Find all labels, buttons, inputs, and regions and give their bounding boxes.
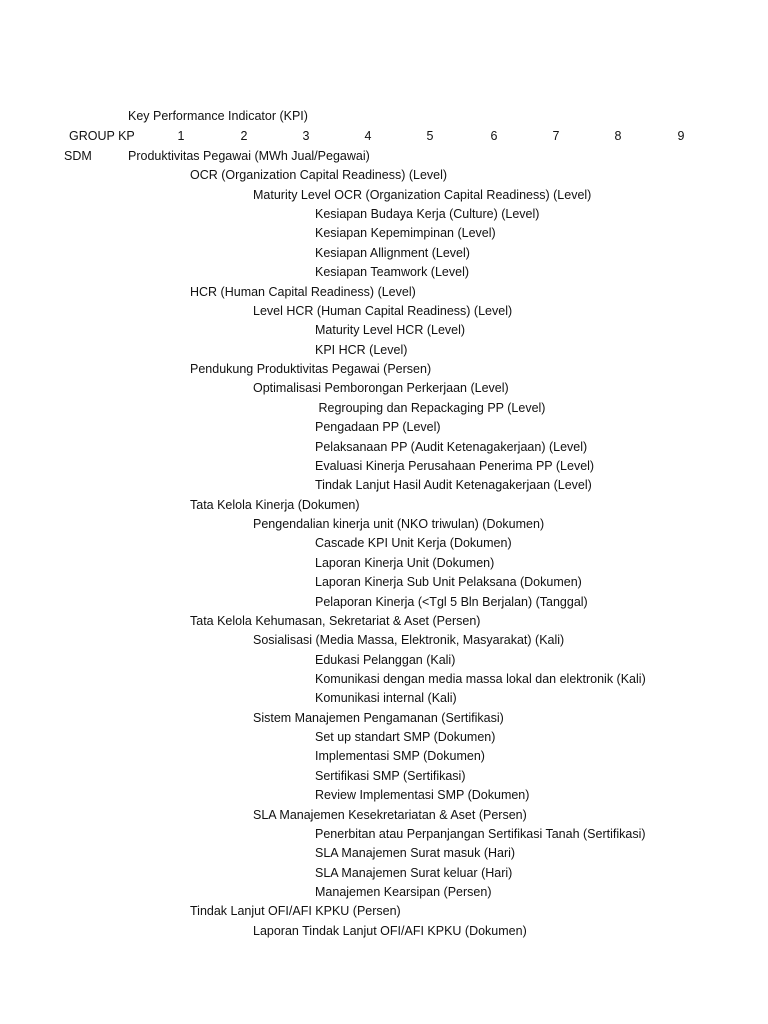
kpi-row-level-4: Pengadaan PP (Level) bbox=[315, 420, 441, 434]
level-header-7: 7 bbox=[552, 129, 560, 143]
group-column-header: GROUP KP bbox=[69, 129, 135, 143]
kpi-row-level-4: Manajemen Kearsipan (Persen) bbox=[315, 885, 492, 899]
kpi-row-level-4: Kesiapan Teamwork (Level) bbox=[315, 265, 470, 279]
level-header-3: 3 bbox=[302, 129, 310, 143]
kpi-row-level-4: Regrouping dan Repackaging PP (Level) bbox=[315, 401, 546, 415]
level-header-9: 9 bbox=[677, 129, 685, 143]
kpi-row-level-3: Sosialisasi (Media Massa, Elektronik, Masyarakat) (Kali) bbox=[253, 633, 565, 647]
kpi-row-level-3: Laporan Tindak Lanjut OFI/AFI KPKU (Dokumen) bbox=[253, 924, 527, 938]
kpi-row-level-4: Review Implementasi SMP (Dokumen) bbox=[315, 788, 530, 802]
kpi-row-level-3: Optimalisasi Pemborongan Perkerjaan (Level) bbox=[253, 381, 509, 395]
kpi-row-level-2: Pendukung Produktivitas Pegawai (Persen) bbox=[190, 362, 432, 376]
kpi-row-level-4: Kesiapan Kepemimpinan (Level) bbox=[315, 226, 496, 240]
kpi-row-level-4: Pelaporan Kinerja (<Tgl 5 Bln Berjalan) (Tanggal) bbox=[315, 595, 588, 609]
sheet-title: Key Performance Indicator (KPI) bbox=[128, 109, 308, 123]
kpi-row-level-4: Kesiapan Budaya Kerja (Culture) (Level) bbox=[315, 207, 540, 221]
kpi-row-level-4: Implementasi SMP (Dokumen) bbox=[315, 749, 485, 763]
kpi-row-level-4: Laporan Kinerja Sub Unit Pelaksana (Dokumen) bbox=[315, 575, 582, 589]
kpi-row-level-4: SLA Manajemen Surat masuk (Hari) bbox=[315, 846, 516, 860]
level-header-2: 2 bbox=[240, 129, 248, 143]
kpi-row-level-4: Edukasi Pelanggan (Kali) bbox=[315, 653, 456, 667]
kpi-row-level-4: Pelaksanaan PP (Audit Ketenagakerjaan) (Level) bbox=[315, 440, 588, 454]
kpi-row-level-4: Laporan Kinerja Unit (Dokumen) bbox=[315, 556, 495, 570]
kpi-row-level-3: Maturity Level OCR (Organization Capital Readiness) (Level) bbox=[253, 188, 592, 202]
kpi-row-level-3: Sistem Manajemen Pengamanan (Sertifikasi) bbox=[253, 711, 504, 725]
kpi-row-level-4: KPI HCR (Level) bbox=[315, 343, 408, 357]
kpi-row-level-2: Tindak Lanjut OFI/AFI KPKU (Persen) bbox=[190, 904, 401, 918]
kpi-row-level-4: Komunikasi internal (Kali) bbox=[315, 691, 457, 705]
kpi-row-level-2: Tata Kelola Kinerja (Dokumen) bbox=[190, 498, 360, 512]
level-header-8: 8 bbox=[614, 129, 622, 143]
kpi-row-level-4: Evaluasi Kinerja Perusahaan Penerima PP (Level) bbox=[315, 459, 595, 473]
kpi-row-level-2: Tata Kelola Kehumasan, Sekretariat & Aset (Persen) bbox=[190, 614, 481, 628]
kpi-row-level-4: Tindak Lanjut Hasil Audit Ketenagakerjaan (Level) bbox=[315, 478, 592, 492]
kpi-row-level-4: Kesiapan Allignment (Level) bbox=[315, 246, 470, 260]
level-header-4: 4 bbox=[364, 129, 372, 143]
kpi-row-level-3: Level HCR (Human Capital Readiness) (Level) bbox=[253, 304, 513, 318]
level-header-1: 1 bbox=[177, 129, 185, 143]
kpi-row-level-2: HCR (Human Capital Readiness) (Level) bbox=[190, 285, 416, 299]
kpi-row-level-4: Maturity Level HCR (Level) bbox=[315, 323, 466, 337]
kpi-row-level-4: Sertifikasi SMP (Sertifikasi) bbox=[315, 769, 466, 783]
kpi-row-level-4: Set up standart SMP (Dokumen) bbox=[315, 730, 496, 744]
kpi-row-level-3: SLA Manajemen Kesekretariatan & Aset (Persen) bbox=[253, 808, 527, 822]
level-header-6: 6 bbox=[490, 129, 498, 143]
kpi-row-level-4: SLA Manajemen Surat keluar (Hari) bbox=[315, 866, 513, 880]
kpi-row-level-2: OCR (Organization Capital Readiness) (Level) bbox=[190, 168, 448, 182]
kpi-row-level-1: Produktivitas Pegawai (MWh Jual/Pegawai) bbox=[128, 149, 370, 163]
kpi-row-level-4: Penerbitan atau Perpanjangan Sertifikasi Tanah (Sertifikasi) bbox=[315, 827, 646, 841]
group-name: SDM bbox=[64, 149, 92, 163]
kpi-row-level-3: Pengendalian kinerja unit (NKO triwulan) (Dokumen) bbox=[253, 517, 545, 531]
kpi-row-level-4: Cascade KPI Unit Kerja (Dokumen) bbox=[315, 536, 512, 550]
level-header-5: 5 bbox=[426, 129, 434, 143]
kpi-row-level-4: Komunikasi dengan media massa lokal dan elektronik (Kali) bbox=[315, 672, 646, 686]
